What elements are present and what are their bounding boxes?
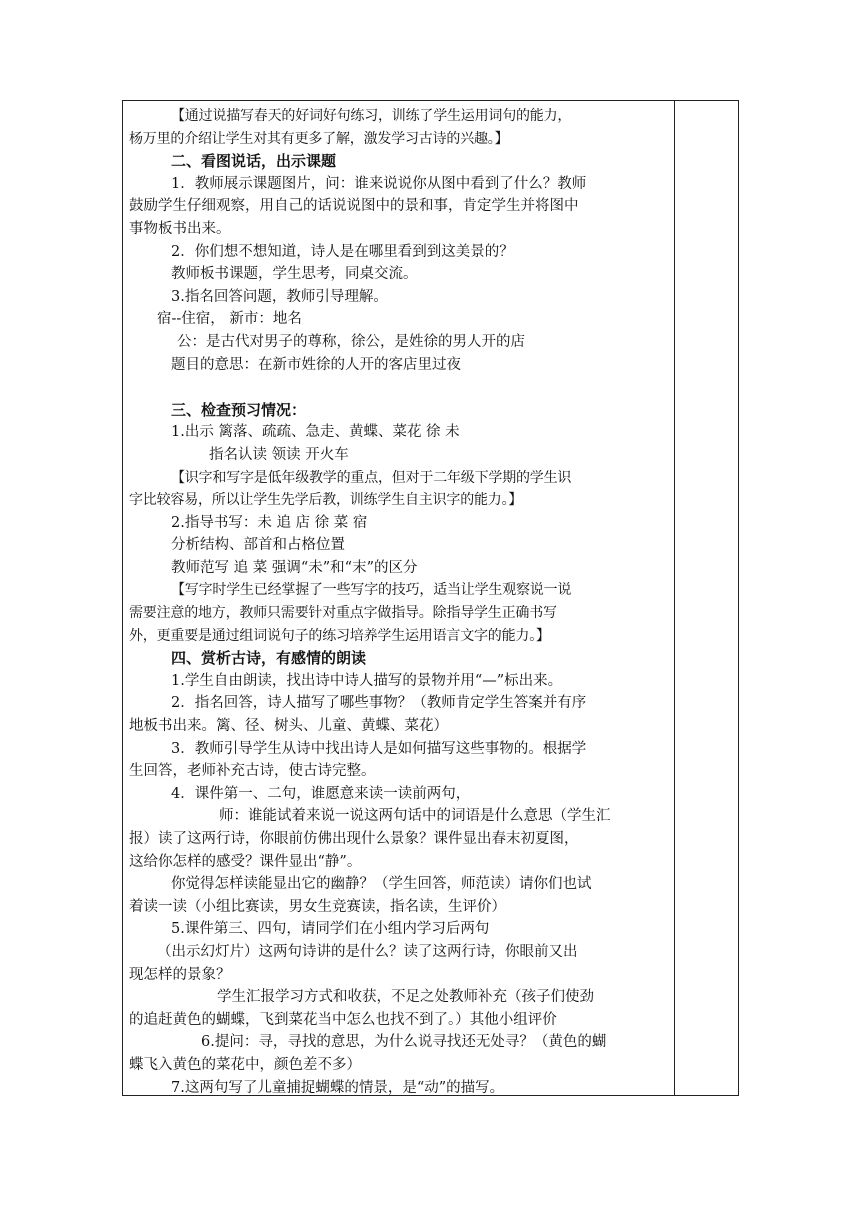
- design-note-line: 【通过说描写春天的好词好句练习，训练了学生运用词句的能力，: [171, 108, 572, 124]
- design-note-line: 需要注意的地方，教师只需要针对重点字做指导。除指导学生正确书写: [129, 605, 557, 622]
- text-line: 这给你怎样的感受？课件显出“静”。: [129, 853, 362, 870]
- text-line: 地板书出来。篱、径、树头、儿童、黄蝶、菜花）: [129, 718, 448, 735]
- section-heading: 四、赏析古诗，有感情的朗读: [171, 649, 367, 668]
- text-line: 教师板书课题，学生思考，同桌交流。: [171, 266, 418, 283]
- text-line: 蝶飞入黄色的菜花中，颜色差不多）: [129, 1056, 361, 1073]
- design-note-line: 【写字时学生已经掌握了一些写字的技巧，适当让学生观察说一说: [171, 582, 572, 599]
- text-line: 指名认读 领读 开火车: [209, 446, 349, 463]
- column-divider: [674, 101, 675, 1095]
- text-line: 学生汇报学习方式和收获，不足之处教师补充（孩子们使劲: [217, 989, 594, 1006]
- text-line: 鼓励学生仔细观察，用自己的话说说图中的景和事，肯定学生并将图中: [129, 198, 579, 215]
- text-line: 题目的意思：在新市姓徐的人开的客店里过夜: [171, 356, 461, 373]
- text-line: 事物板书出来。: [129, 220, 231, 237]
- text-line: 1.出示 篱落、疏疏、急走、黄蝶、菜花 徐 未: [171, 424, 460, 441]
- text-line: 7.这两句写了儿童捕捉蝴蝶的情景，是“动”的描写。: [171, 1079, 505, 1096]
- blank-line: [129, 376, 670, 399]
- text-line: 公：是古代对男子的尊称，徐公，是姓徐的男人开的店: [177, 333, 525, 350]
- text-line: 1.学生自由朗读，找出诗中诗人描写的景物并用“—”标出来。: [171, 672, 563, 689]
- text-line: 报）读了这两行诗，你眼前仿佛出现什么景象？课件显出春末初夏图，: [129, 831, 579, 847]
- text-line: 着读一读（小组比赛读，男女生竞赛读，指名读，生评价）: [129, 898, 506, 915]
- text-line: 你觉得怎样读能显出它的幽静？（学生回答，师范读）请你们也试: [171, 876, 592, 893]
- lesson-content-cell: [123, 101, 674, 1095]
- text-line: 2.指导书写：未 追 店 徐 菜 宿: [171, 514, 368, 531]
- design-note-line: 杨万里的介绍让学生对其有更多了解，激发学习古诗的兴趣。】: [129, 130, 509, 147]
- text-line: 1．教师展示课题图片，问：谁来说说你从图中看到了什么？教师: [171, 175, 587, 192]
- text-line: 宿--住宿， 新市：地名: [157, 311, 302, 328]
- text-line: 3．教师引导学生从诗中找出诗人是如何描写这些事物的。根据学: [171, 740, 587, 757]
- text-line: 分析结构、部首和占格位置: [171, 537, 345, 554]
- text-line: 2．指名回答，诗人描写了哪些事物？（教师肯定学生答案并有序: [171, 695, 587, 712]
- text-line: 教师范写 追 菜 强调“未”和“末”的区分: [171, 559, 418, 576]
- text-line: 2．你们想不想知道，诗人是在哪里看到到这美景的？: [171, 243, 514, 260]
- design-note-line: 字比较容易，所以让学生先学后教，训练学生自主识字的能力。】: [129, 492, 523, 509]
- section-heading: 二、看图说话，出示课题: [171, 152, 337, 171]
- text-line: 6.提问：寻，寻找的意思，为什么说寻找还无处寻？（黄色的蝴: [201, 1034, 607, 1051]
- lesson-table: [122, 100, 739, 1096]
- text-line: 4．课件第一、二句，谁愿意来读一读前两句，: [171, 785, 471, 802]
- text-line: 5.课件第三、四句，请同学们在小组内学习后两句: [171, 921, 490, 938]
- text-line: 3.指名回答问题，教师引导理解。: [171, 288, 388, 305]
- text-line: 的追赶黄色的蝴蝶，飞到菜花当中怎么也找不到了。）其他小组评价: [129, 1011, 557, 1028]
- text-line: （出示幻灯片）这两句诗讲的是什么？读了这两行诗，你眼前又出: [157, 943, 578, 960]
- design-note-line: 外，更重要是通过组词说句子的练习培养学生运用语言文字的能力。】: [129, 627, 550, 644]
- design-note-line: 【识字和写字是低年级教学的重点，但对于二年级下学期的学生识: [171, 469, 572, 486]
- section-heading: 三、检查预习情况：: [171, 400, 307, 419]
- text-line: 现怎样的景象？: [129, 966, 231, 983]
- text-line: 师：谁能试着来说一说这两句话中的词语是什么意思（学生汇: [219, 808, 611, 825]
- text-line: 生回答，老师补充古诗，使古诗完整。: [129, 763, 376, 780]
